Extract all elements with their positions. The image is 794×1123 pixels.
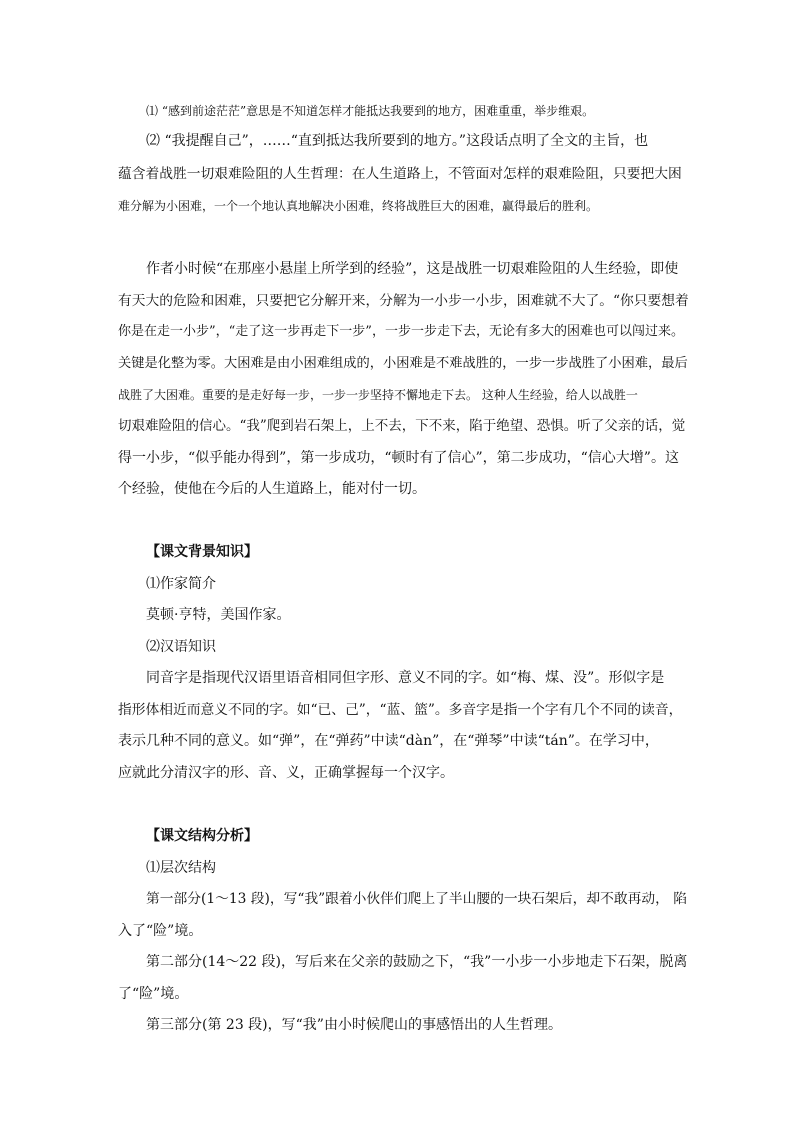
background-line-3: 表示几种不同的意义。如“弹”，在“弹药”中读“dàn”，在“弹琴”中读“tán”。在学习中， — [118, 733, 659, 749]
answer-1: ⑴ “感到前途茫茫”意思是不知道怎样才能抵达我要到的地方，困难重重，举步维艰。 — [146, 104, 595, 118]
analysis-line-1: 作者小时候“在那座小悬崖上所学到的经验”，这是战胜一切艰难险阻的人生经验，即使 — [146, 261, 679, 277]
background-subheading-chinese: ⑵汉语知识 — [146, 639, 216, 655]
answer-2-line-1: ⑵ “我提醒自己”，……“直到抵达我所要到的地方。”这段话点明了全文的主旨，也 — [146, 133, 649, 149]
structure-part-1-line-1: 第一部分(1～13 段)，写“我”跟着小伙伴们爬上了半山腰的一块石架后，却不敢再动， 陷 — [146, 891, 688, 907]
analysis-line-8: 个经验，使他在今后的人生道路上，能对付一切。 — [118, 481, 426, 497]
analysis-line-4: 关键是化整为零。大困难是由小困难组成的，小困难是不难战胜的，一步一步战胜了小困难，最后 — [118, 356, 688, 371]
background-heading: 【课文背景知识】 — [146, 544, 258, 560]
analysis-line-7: 得一小步，“似乎能办得到”，第一步成功，“顿时有了信心”，第二步成功，“信心大增”。这 — [118, 450, 679, 466]
answer-2-line-3: 难分解为小困难，一个一个地认真地解决小困难，终将战胜巨大的困难，赢得最后的胜利。 — [118, 199, 599, 213]
background-subheading-author: ⑴作家简介 — [146, 576, 216, 592]
background-line-1: 同音字是指现代汉语里语音相同但字形、意义不同的字。如“梅、煤、没”。形似字是 — [146, 670, 665, 686]
background-author-intro: 莫顿·亨特，美国作家。 — [146, 607, 291, 623]
structure-part-2-line-2: 了“险”境。 — [118, 986, 189, 1002]
structure-part-1-line-2: 入了“险”境。 — [118, 923, 203, 939]
structure-subheading: ⑴层次结构 — [146, 860, 216, 876]
background-line-2: 指形体相近而意义不同的字。如“已、己”，“蓝、篮”。多音字是指一个字有几个不同的读音， — [118, 702, 683, 718]
answer-2-line-2: 蕴含着战胜一切艰难险阻的人生哲理：在人生道路上，不管面对怎样的艰难险阻，只要把大困 — [118, 166, 682, 182]
analysis-line-5: 战胜了大困难。重要的是走好每一步，一步一步坚持不懈地走下去。 这种人生经验，给人以战胜一 — [118, 388, 638, 402]
analysis-line-3: 你是在走一小步”，“走了这一步再走下一步”，一步一步走下去，无论有多大的困难也可以闯过来。 — [118, 324, 684, 339]
structure-part-3: 第三部分(第 23 段)，写“我”由小时候爬山的事感悟出的人生哲理。 — [146, 1017, 562, 1033]
background-line-4: 应就此分清汉字的形、音、义，正确掌握每一个汉字。 — [118, 765, 454, 781]
analysis-line-6: 切艰难险阻的信心。“我”爬到岩石架上，上不去，下不来，陷于绝望、恐惧。听了父亲的话，觉 — [118, 418, 686, 434]
analysis-line-2: 有天大的危险和困难，只要把它分解开来，分解为一小步一小步，困难就不大了。“你只要想着 — [118, 293, 689, 309]
structure-heading: 【课文结构分析】 — [146, 828, 258, 844]
structure-part-2-line-1: 第二部分(14～22 段)，写后来在父亲的鼓励之下，“我”一小步一小步地走下石架，脱离 — [146, 954, 688, 970]
